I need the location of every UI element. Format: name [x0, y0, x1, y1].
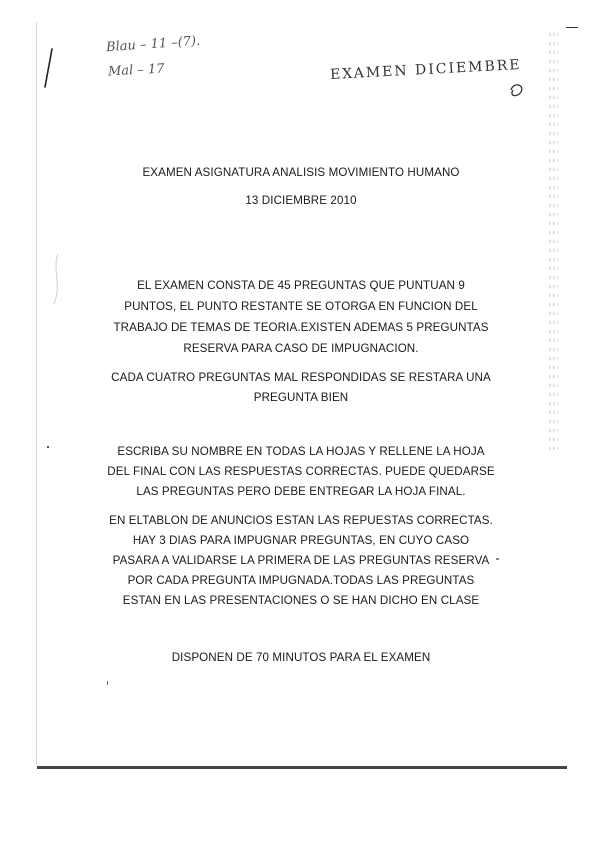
handwritten-exam-tag: EXAMEN DICIEMBRE [329, 56, 522, 84]
document-date: 13 DICIEMBRE 2010 [245, 194, 357, 207]
handwritten-scribble [505, 80, 529, 100]
closing-line: DISPONEN DE 70 MINUTOS PARA EL EXAMEN [171, 651, 431, 664]
handwritten-note-1: Blau – 11 –(7). [105, 33, 201, 56]
speck [107, 681, 108, 685]
paragraph-1-line: RESERVA PARA CASO DE IMPUGNACION. [183, 342, 419, 355]
page-bottom-edge [37, 766, 567, 769]
paragraph-3-line: ESCRIBA SU NOMBRE EN TODAS LA HOJAS Y RELLENE LA HOJA [117, 445, 485, 458]
paragraph-3-line: DEL FINAL CON LAS RESPUESTAS CORRECTAS. PUEDE QUEDARSE [107, 465, 495, 478]
paragraph-1-line: PUNTOS, EL PUNTO RESTANTE SE OTORGA EN FUNCION DEL [124, 300, 478, 313]
paragraph-4-line: POR CADA PREGUNTA IMPUGNADA.TODAS LAS PREGUNTAS [127, 574, 475, 587]
handwritten-stroke [40, 45, 60, 95]
scan-noise [548, 30, 558, 450]
document-title: EXAMEN ASIGNATURA ANALISIS MOVIMIENTO HUMANO [142, 166, 460, 179]
paragraph-3-line: LAS PREGUNTAS PERO DEBE ENTREGAR LA HOJA FINAL. [136, 485, 466, 498]
paragraph-1-line: EL EXAMEN CONSTA DE 45 PREGUNTAS QUE PUNTUAN 9 [137, 279, 465, 292]
paragraph-1-line: TRABAJO DE TEMAS DE TEORIA.EXISTEN ADEMAS 5 PREGUNTAS [113, 321, 489, 334]
paragraph-2-line: PREGUNTA BIEN [253, 391, 349, 404]
paragraph-4-line: EN ELTABLON DE ANUNCIOS ESTAN LAS REPUESTAS CORRECTAS. [109, 514, 493, 527]
paragraph-2-line: CADA CUATRO PREGUNTAS MAL RESPONDIDAS SE RESTARA UNA [111, 371, 491, 384]
handwritten-note-2: Mal – 17 [107, 61, 165, 80]
paragraph-4-line: ESTAN EN LAS PRESENTACIONES O SE HAN DICHO EN CLASE [122, 594, 480, 607]
paragraph-4-line: HAY 3 DIAS PARA IMPUGNAR PREGUNTAS, EN CUYO CASO [132, 534, 470, 547]
paragraph-4-line: PASARA A VALIDARSE LA PRIMERA DE LAS PREGUNTAS RESERVA [112, 554, 490, 567]
corner-mark [566, 27, 578, 28]
